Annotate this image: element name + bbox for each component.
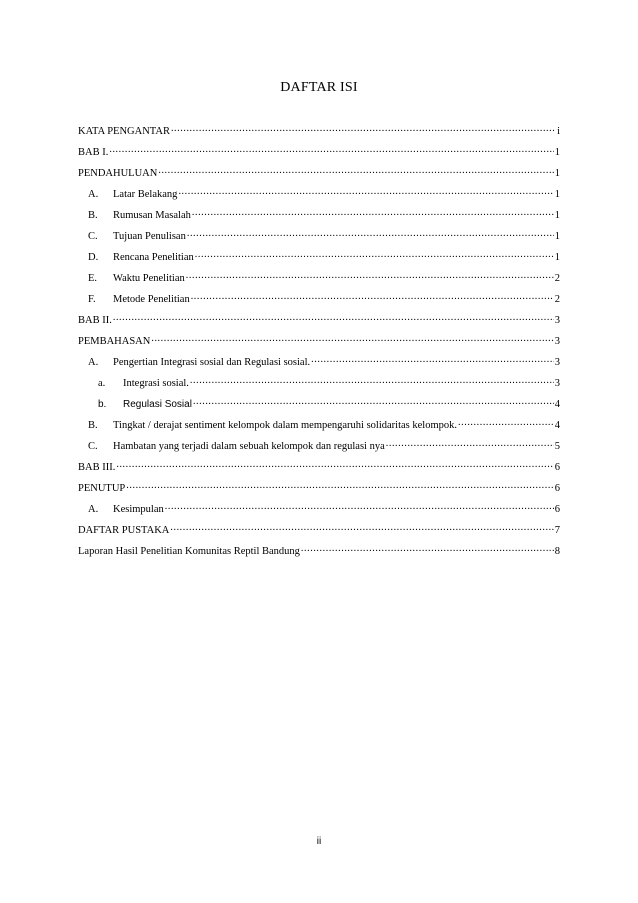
table-of-contents	[78, 122, 560, 563]
toc-entry-marker: D.	[88, 252, 99, 263]
toc-entry[interactable]	[78, 521, 560, 542]
toc-entry-label: Regulasi Sosial	[123, 399, 192, 410]
toc-entry[interactable]	[78, 311, 560, 332]
toc-entry-label: Waktu Penelitian	[113, 273, 185, 284]
toc-entry[interactable]	[78, 332, 560, 353]
toc-entry-label: KATA PENGANTAR	[78, 126, 170, 137]
toc-entry-label: Kesimpulan	[113, 504, 164, 515]
toc-entry-page: 3	[554, 336, 560, 347]
toc-entry-label: Pengertian Integrasi sosial dan Regulasi sosial.	[113, 357, 311, 368]
toc-entry-label: Metode Penelitian	[113, 294, 190, 305]
dot-leader	[190, 374, 554, 386]
toc-entry[interactable]	[78, 122, 560, 143]
toc-entry-label: Integrasi sosial.	[123, 378, 189, 389]
toc-entry-label: Latar Belakang	[113, 189, 178, 200]
dot-leader	[301, 542, 554, 554]
toc-entry-page: i	[557, 126, 560, 137]
dot-leader	[109, 143, 553, 155]
toc-entry-marker: b.	[98, 399, 107, 410]
toc-entry-label: PEMBAHASAN	[78, 336, 151, 347]
dot-leader	[458, 416, 554, 428]
toc-entry-page: 1	[554, 210, 560, 221]
toc-entry-page: 4	[554, 399, 560, 410]
dot-leader	[311, 353, 554, 365]
toc-entry[interactable]	[78, 416, 560, 437]
toc-entry-label: Tingkat / derajat sentiment kelompok dalam mempengaruhi solidaritas kelompok.	[113, 420, 458, 431]
dot-leader	[165, 500, 554, 512]
toc-entry-label: BAB III.	[78, 462, 116, 473]
toc-entry[interactable]	[78, 164, 560, 185]
toc-entry[interactable]	[78, 269, 560, 290]
toc-entry[interactable]	[78, 458, 560, 479]
toc-entry-marker: A.	[88, 504, 99, 515]
toc-entry-page: 3	[554, 378, 560, 389]
toc-entry[interactable]	[78, 500, 560, 521]
toc-entry-page: 2	[554, 294, 560, 305]
page-title: DAFTAR ISI	[280, 80, 358, 95]
toc-entry-marker: A.	[88, 357, 99, 368]
toc-entry-page: 2	[554, 273, 560, 284]
toc-entry-page: 4	[554, 420, 560, 431]
toc-entry-page: 6	[554, 504, 560, 515]
toc-entry-page: 6	[554, 483, 560, 494]
dot-leader	[195, 248, 554, 260]
toc-entry-page: 1	[554, 252, 560, 263]
toc-entry-marker: a.	[98, 378, 106, 389]
toc-entry-label: Hambatan yang terjadi dalam sebuah kelompok dan regulasi nya	[113, 441, 385, 452]
toc-entry-marker: B.	[88, 420, 98, 431]
toc-entry-marker: C.	[88, 441, 98, 452]
toc-entry-page: 7	[554, 525, 560, 536]
toc-entry[interactable]	[78, 290, 560, 311]
dot-leader	[116, 458, 553, 470]
dot-leader	[171, 122, 556, 134]
toc-entry-page: 1	[554, 147, 560, 158]
toc-entry-marker: C.	[88, 231, 98, 242]
page-number: ii	[316, 836, 322, 847]
dot-leader	[126, 479, 553, 491]
toc-entry[interactable]	[78, 185, 560, 206]
toc-entry[interactable]	[78, 479, 560, 500]
toc-entry[interactable]	[78, 542, 560, 563]
dot-leader	[193, 395, 554, 407]
toc-entry-page: 1	[554, 168, 560, 179]
toc-entry[interactable]	[78, 353, 560, 374]
dot-leader	[192, 206, 554, 218]
toc-entry-label: Tujuan Penulisan	[113, 231, 186, 242]
toc-entry-marker: A.	[88, 189, 99, 200]
toc-entry-marker: F.	[88, 294, 96, 305]
toc-entry[interactable]	[78, 437, 560, 458]
toc-entry-label: DAFTAR PUSTAKA	[78, 525, 170, 536]
toc-entry-label: Rencana Penelitian	[113, 252, 194, 263]
toc-entry-label: BAB II.	[78, 315, 112, 326]
toc-entry[interactable]	[78, 143, 560, 164]
toc-entry[interactable]	[78, 395, 560, 416]
dot-leader	[151, 332, 553, 344]
toc-entry-page: 3	[554, 315, 560, 326]
toc-entry-page: 1	[554, 231, 560, 242]
toc-entry-page: 3	[554, 357, 560, 368]
toc-entry-label: Rumusan Masalah	[113, 210, 191, 221]
dot-leader	[187, 227, 554, 239]
toc-entry-page: 1	[554, 189, 560, 200]
dot-leader	[158, 164, 553, 176]
toc-entry-label: Laporan Hasil Penelitian Komunitas Reptil Bandung	[78, 546, 300, 557]
dot-leader	[186, 269, 554, 281]
dot-leader	[170, 521, 553, 533]
toc-entry-page: 6	[554, 462, 560, 473]
toc-entry[interactable]	[78, 227, 560, 248]
dot-leader	[178, 185, 553, 197]
toc-entry-page: 8	[554, 546, 560, 557]
toc-entry-page: 5	[554, 441, 560, 452]
toc-entry-label: BAB I.	[78, 147, 109, 158]
toc-entry-label: PENUTUP	[78, 483, 126, 494]
toc-entry[interactable]	[78, 248, 560, 269]
toc-entry-marker: E.	[88, 273, 98, 284]
dot-leader	[191, 290, 554, 302]
toc-entry-marker: B.	[88, 210, 98, 221]
toc-entry[interactable]	[78, 206, 560, 227]
toc-entry[interactable]	[78, 374, 560, 395]
toc-entry-label: PENDAHULUAN	[78, 168, 158, 179]
dot-leader	[113, 311, 554, 323]
dot-leader	[386, 437, 554, 449]
